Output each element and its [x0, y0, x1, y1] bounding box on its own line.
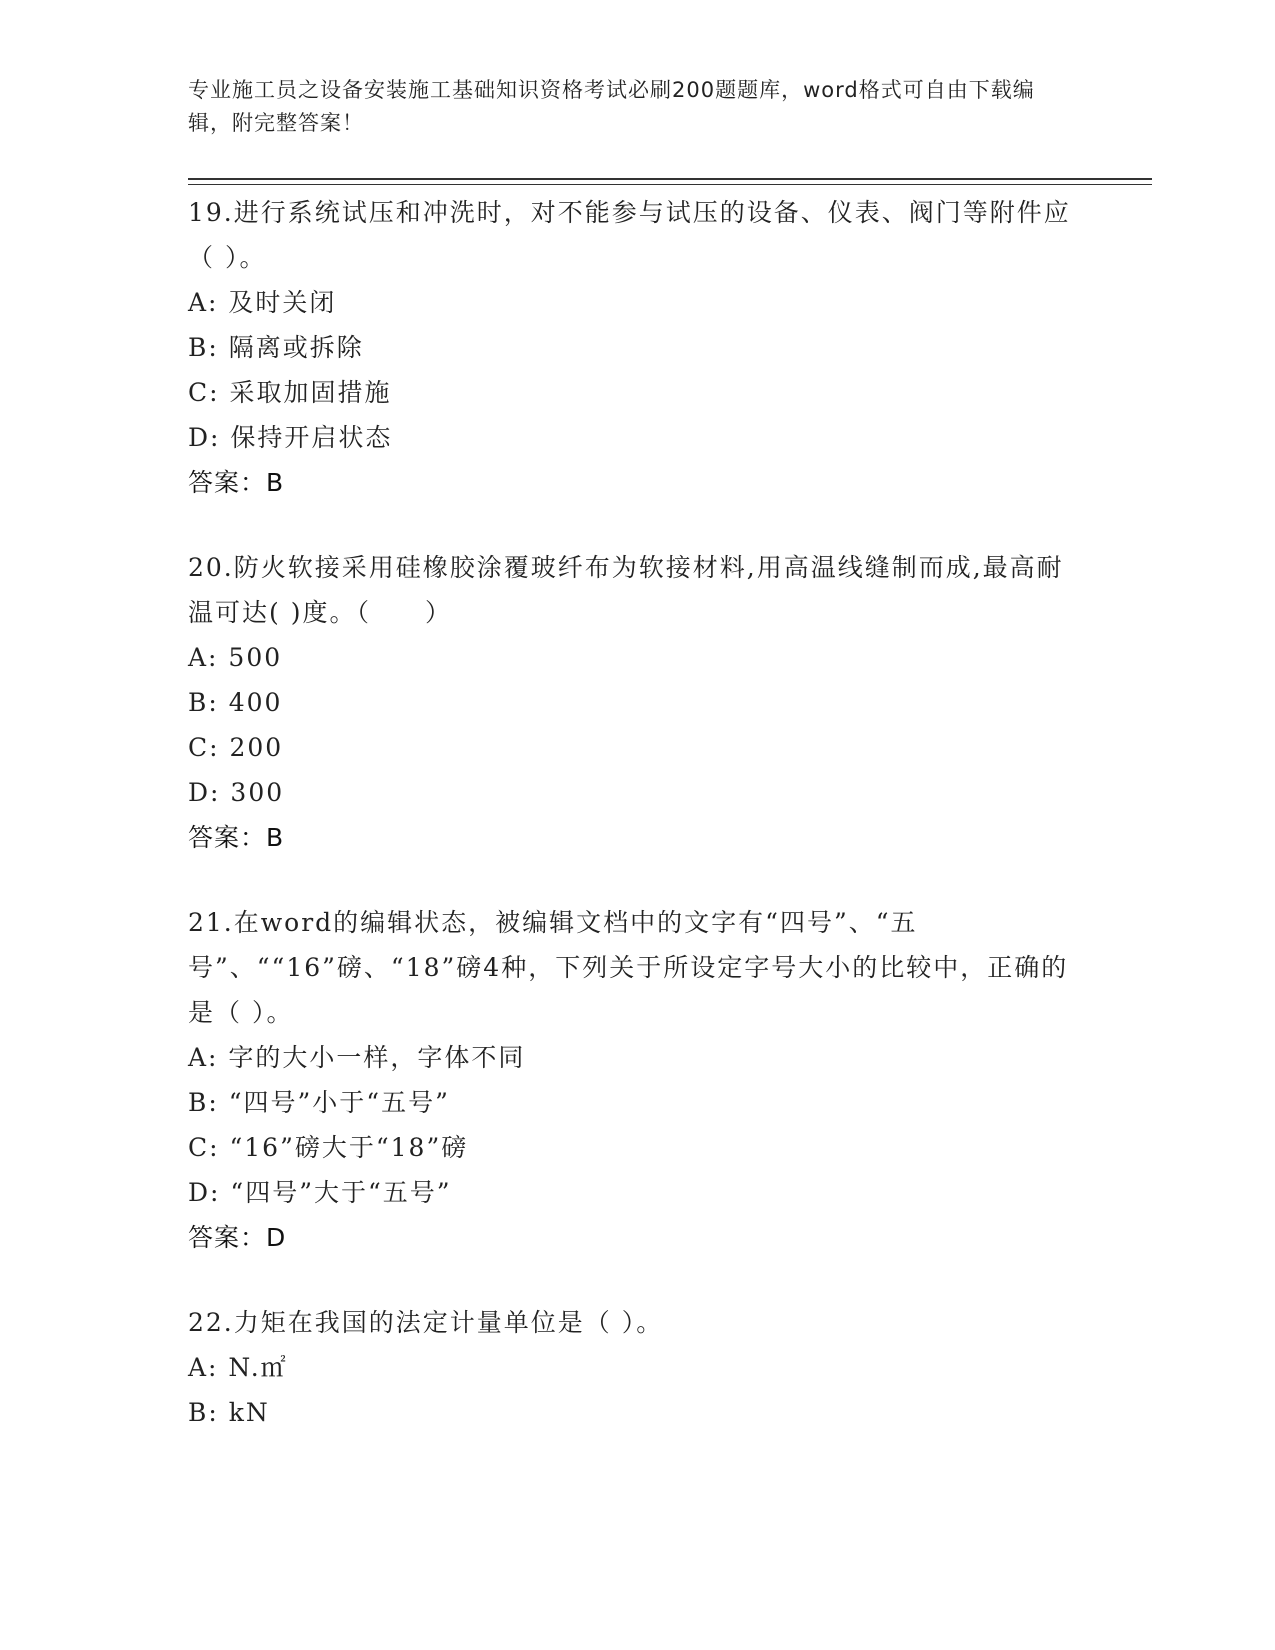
question-19	[188, 190, 1088, 505]
header-divider	[188, 178, 1152, 180]
option-c: C: 采取加固措施	[188, 378, 392, 407]
option-a: A: 500	[188, 643, 283, 672]
question-stem: 21.在word的编辑状态，被编辑文档中的文字有“四号”、“五号”、““16”磅、“18”磅4种，下列关于所设定字号大小的比较中，正确的是（ ）。	[188, 908, 1069, 1027]
question-stem: 22.力矩在我国的法定计量单位是（ ）。	[188, 1308, 664, 1337]
question-stem: 19.进行系统试压和冲洗时，对不能参与试压的设备、仪表、阀门等附件应（ ）。	[188, 198, 1071, 272]
question-stem: 20.防火软接采用硅橡胶涂覆玻纤布为软接材料,用高温线缝制而成,最高耐温可达( )度。（ ）	[188, 553, 1064, 627]
header-divider-thin	[188, 184, 1152, 185]
option-a: A: N.㎡	[188, 1353, 288, 1382]
option-b: B: kN	[188, 1398, 270, 1427]
document-header: 专业施工员之设备安装施工基础知识资格考试必刷200题题库，word格式可自由下载编辑，附完整答案！	[188, 78, 1035, 135]
option-c: C: “16”磅大于“18”磅	[188, 1133, 469, 1162]
option-d: D: 300	[188, 778, 285, 807]
option-c: C: 200	[188, 733, 284, 762]
option-a: A: 字的大小一样，字体不同	[188, 1043, 526, 1072]
question-21	[188, 900, 1088, 1260]
option-d: D: 保持开启状态	[188, 423, 393, 452]
option-b: B: “四号”小于“五号”	[188, 1088, 450, 1117]
answer-line: 答案：D	[188, 1223, 287, 1252]
answer-line: 答案：B	[188, 468, 285, 497]
question-list	[188, 190, 1088, 1475]
question-20	[188, 545, 1088, 860]
option-b: B: 400	[188, 688, 283, 717]
option-b: B: 隔离或拆除	[188, 333, 364, 362]
answer-line: 答案：B	[188, 823, 285, 852]
option-d: D: “四号”大于“五号”	[188, 1178, 452, 1207]
question-22	[188, 1300, 1088, 1435]
option-a: A: 及时关闭	[188, 288, 337, 317]
